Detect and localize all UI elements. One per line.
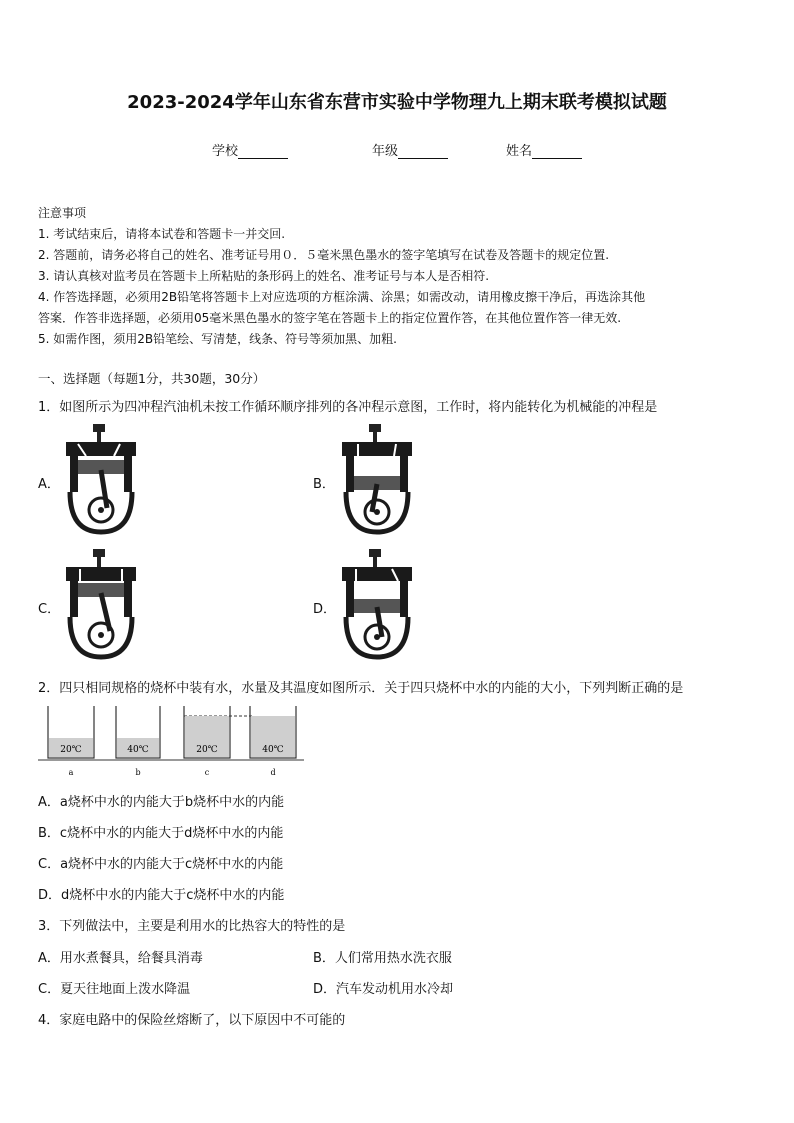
q3-option-b: B．人们常用热水洗衣服 xyxy=(313,951,452,966)
grade-field xyxy=(372,140,448,159)
q2-option-d: D．d烧杯中水的内能大于c烧杯中水的内能 xyxy=(38,888,285,903)
question-3-text: 3．下列做法中，主要是利用水的比热容大的特性的是 xyxy=(38,919,346,934)
note-item: 2. 答题前，请务必将自己的姓名、准考证号用０．５毫米黑色墨水的签字笔填写在试卷及答题卡的规定位置. xyxy=(38,248,610,262)
school-field xyxy=(212,140,288,159)
note-item: 3. 请认真核对监考员在答题卡上所粘贴的条形码上的姓名、准考证号与本人是否相符. xyxy=(38,269,490,283)
q1-option-c-label: C． xyxy=(38,602,61,617)
engine-diagram-a xyxy=(60,420,142,538)
beaker-d-label: d xyxy=(270,768,276,777)
beaker-d xyxy=(250,706,296,777)
q2-option-a: A．a烧杯中水的内能大于b烧杯中水的内能 xyxy=(38,795,285,810)
name-field xyxy=(506,140,582,159)
beakers-diagram xyxy=(36,700,306,782)
grade-label: 年级 xyxy=(372,144,399,159)
q2-option-c: C．a烧杯中水的内能大于c烧杯中水的内能 xyxy=(38,857,284,872)
note-item: 5. 如需作图，须用2B铅笔绘、写清楚，线条、符号等须加黑、加粗. xyxy=(38,332,397,346)
beaker-b-label: b xyxy=(135,768,141,777)
section-title: 一、选择题（每题1分，共30题，30分） xyxy=(38,371,266,386)
beaker-b-temp: 40℃ xyxy=(127,745,149,755)
notes-heading: 注意事项 xyxy=(38,206,87,220)
beaker-c xyxy=(184,706,230,777)
q3-option-c: C．夏天往地面上泼水降温 xyxy=(38,982,191,997)
name-label: 姓名 xyxy=(506,144,533,159)
beaker-a-label: a xyxy=(68,768,74,777)
beaker-a-temp: 20℃ xyxy=(60,745,82,755)
q1-option-a-label: A． xyxy=(38,477,60,492)
question-1-text: 1．如图所示为四冲程汽油机未按工作循环顺序排列的各冲程示意图，工作时，将内能转化为机械能的冲程是 xyxy=(38,400,658,415)
question-2-text: 2．四只相同规格的烧杯中装有水，水量及其温度如图所示．关于四只烧杯中水的内能的大小，下列判断正确的是 xyxy=(38,681,684,696)
q1-option-b-label: B． xyxy=(313,477,335,492)
engine-diagram-b xyxy=(336,420,418,538)
engine-diagram-d xyxy=(336,545,418,663)
note-item: 1. 考试结束后，请将本试卷和答题卡一并交回. xyxy=(38,227,286,241)
school-label: 学校 xyxy=(212,144,239,159)
beaker-b xyxy=(116,706,160,777)
beaker-d-temp: 40℃ xyxy=(262,745,284,755)
q3-option-d: D．汽车发动机用水冷却 xyxy=(313,982,454,997)
engine-diagram-c xyxy=(60,545,142,663)
q3-option-a: A．用水煮餐具，给餐具消毒 xyxy=(38,951,203,966)
exam-title: 2023-2024学年山东省东营市实验中学物理九上期末联考模拟试题 xyxy=(127,92,667,113)
beaker-a xyxy=(48,706,94,777)
q2-option-b: B．c烧杯中水的内能大于d烧杯中水的内能 xyxy=(38,826,284,841)
notes-section xyxy=(38,203,758,350)
name-blank xyxy=(532,146,582,159)
school-blank xyxy=(238,146,288,159)
grade-blank xyxy=(398,146,448,159)
question-4-text: 4．家庭电路中的保险丝熔断了，以下原因中不可能的 xyxy=(38,1013,346,1028)
q1-option-d-label: D． xyxy=(313,602,337,617)
beaker-c-label: c xyxy=(204,768,210,777)
note-item: 答案．作答非选择题，必须用05毫米黑色墨水的签字笔在答题卡上的指定位置作答，在其他位置作答一律无效. xyxy=(38,311,622,325)
beaker-c-temp: 20℃ xyxy=(196,745,218,755)
note-item: 4. 作答选择题，必须用2B铅笔将答题卡上对应选项的方框涂满、涂黑；如需改动，请用橡皮擦干净后，再选涂其他 xyxy=(38,290,646,304)
